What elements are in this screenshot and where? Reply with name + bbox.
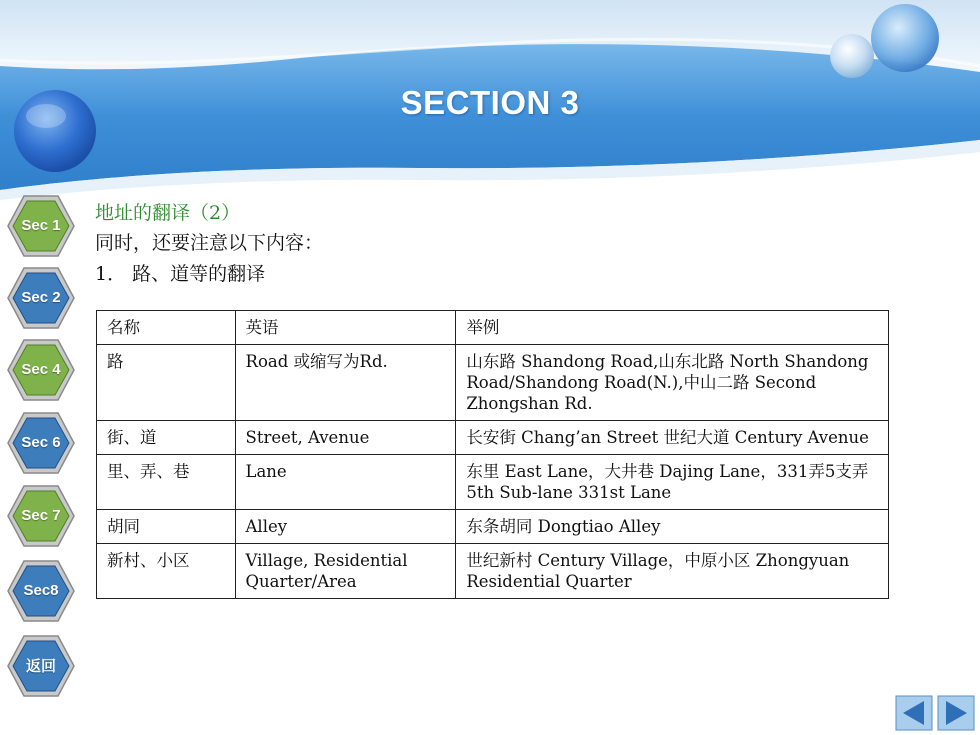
table-cell: Street, Avenue: [235, 421, 456, 455]
table-cell: 长安街 Chang’an Street 世纪大道 Century Avenue: [456, 421, 889, 455]
table-row: [97, 421, 889, 455]
table-cell: Village, Residential Quarter/Area: [235, 544, 456, 599]
nav-sec4-button[interactable]: [6, 338, 76, 402]
slide-navigation: [895, 695, 975, 733]
table-cell: Alley: [235, 510, 456, 544]
table-cell: 街、道: [97, 421, 236, 455]
table-cell: 东里 East Lane，大井巷 Dajing Lane，331弄5支弄 5th Sub-lane 331st Lane: [456, 455, 889, 510]
list-item-1: 1． 路、道等的翻译: [95, 263, 266, 285]
header-cell-name: 名称: [97, 311, 236, 345]
table-cell: Lane: [235, 455, 456, 510]
header-cell-english: 英语: [235, 311, 456, 345]
nav-sec8-label: Sec8: [23, 582, 59, 599]
table-row: [97, 345, 889, 421]
next-arrow-icon: [937, 695, 975, 731]
nav-sec4-label: Sec 4: [21, 361, 61, 378]
table-cell: Road 或缩写为Rd.: [235, 345, 456, 421]
table-cell: 胡同: [97, 510, 236, 544]
table-cell: 路: [97, 345, 236, 421]
nav-sec7-button[interactable]: [6, 484, 76, 548]
table-cell: 新村、小区: [97, 544, 236, 599]
table-cell: 世纪新村 Century Village，中原小区 Zhongyuan Residential Quarter: [456, 544, 889, 599]
prev-arrow-icon: [895, 695, 933, 731]
table-row: [97, 510, 889, 544]
nav-back-button[interactable]: [6, 634, 76, 698]
address-translation-table: [96, 310, 889, 599]
slide-title: SECTION 3: [400, 84, 580, 121]
header-cell-example: 举例: [456, 311, 889, 345]
nav-sec6-label: Sec 6: [21, 434, 61, 451]
table-cell: 里、弄、巷: [97, 455, 236, 510]
next-slide-button[interactable]: [937, 695, 975, 731]
nav-sec2-label: Sec 2: [21, 289, 61, 306]
table-row: [97, 544, 889, 599]
table-cell: 东条胡同 Dongtiao Alley: [456, 510, 889, 544]
table-cell: 山东路 Shandong Road,山东北路 North Shandong Road/Shandong Road(N.),中山二路 Second Zhongshan Rd.: [456, 345, 889, 421]
nav-back-label: 返回: [25, 657, 56, 675]
nav-sec2-button[interactable]: [6, 266, 76, 330]
intro-text: 同时，还要注意以下内容：: [95, 232, 324, 254]
nav-sec1-button[interactable]: [6, 194, 76, 258]
nav-sec7-label: Sec 7: [21, 507, 61, 524]
nav-sec6-button[interactable]: [6, 411, 76, 475]
nav-sec8-button[interactable]: [6, 559, 76, 623]
section-heading: 地址的翻译（2）: [95, 202, 241, 224]
nav-sec1-label: Sec 1: [21, 217, 61, 234]
prev-slide-button[interactable]: [895, 695, 933, 731]
slide-content: [95, 198, 895, 290]
table-header-row: [97, 311, 889, 345]
table-row: [97, 455, 889, 510]
